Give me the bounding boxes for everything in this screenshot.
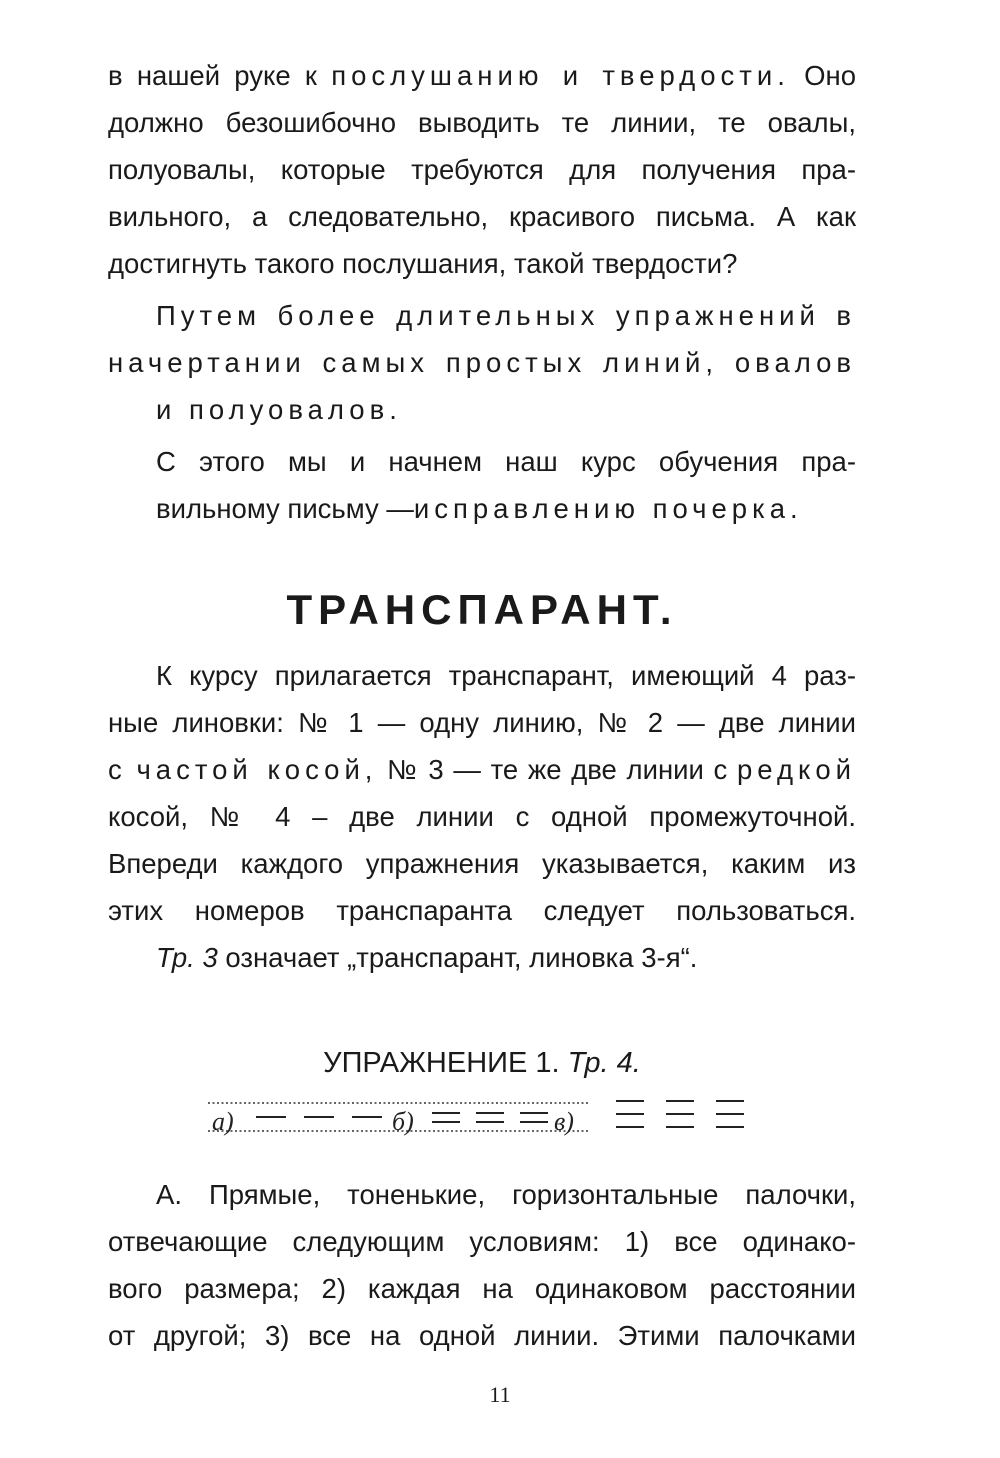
stroke-demo-svg <box>108 1093 868 1145</box>
stroke-demo-figure <box>108 1093 868 1145</box>
text-line: этих номеров транспаранта следует пользоваться. <box>108 895 856 926</box>
spaced-text: исправлению почерка. <box>413 493 803 524</box>
text-line: С этого мы и начнем наш курс обучения пра- <box>156 446 856 477</box>
spaced-text: редкой <box>737 754 857 785</box>
text-line: отвечающие следующим условиям: 1) все одинако- <box>108 1226 856 1257</box>
text-line: К курсу прилагается транспарант, имеющий 4 раз- <box>156 660 856 691</box>
text-line: от другой; 3) все на одной линии. Этими палочками <box>108 1320 856 1351</box>
text-line: косой, № 4 – две линии с одной промежуточной. <box>108 801 856 832</box>
text-line: и полуовалов. <box>156 394 402 425</box>
text-line: достигнуть такого послушания, такой твердости? <box>108 248 738 279</box>
strokes-b <box>432 1113 548 1122</box>
text-line: начертании самых простых линий, овалов <box>108 347 856 378</box>
spaced-text: с <box>108 754 127 785</box>
exercise-title-italic: Тр. 4. <box>567 1047 641 1079</box>
italic-text: Тр. 3 <box>156 942 218 973</box>
text-fragment: вильному письму — <box>156 493 414 524</box>
page-content <box>108 52 856 1359</box>
label-b: б) <box>392 1107 414 1136</box>
paragraph-course-start <box>108 438 856 532</box>
text-line <box>108 934 856 981</box>
text-fragment: означает „транспарант, линовка 3-я“. <box>225 942 698 973</box>
paragraph-continuation <box>108 52 856 287</box>
text-line: ные линовки: № 1 — одну линию, № 2 — две линии <box>108 707 856 738</box>
text-line: Оно <box>804 60 856 91</box>
section-title: ТРАНСПАРАНТ. <box>286 586 678 633</box>
text-line: Впереди каждого упражнения указывается, каким из <box>108 848 856 879</box>
paragraph-exercise-a <box>108 1171 856 1359</box>
strokes-c <box>616 1101 744 1127</box>
text-line: вого размера; 2) каждая на одинаковом расстоянии <box>108 1273 856 1304</box>
paragraph-transparent <box>108 652 856 981</box>
text-line <box>108 754 856 785</box>
text-fragment: № 3 — те же две линии с <box>387 754 728 785</box>
exercise-title-text: УПРАЖНЕНИЕ 1. <box>323 1047 560 1079</box>
text-line: в нашей руке к <box>108 60 317 91</box>
text-line: полуовалы, которые требуются для получения пра- <box>108 154 856 185</box>
page-number: 11 <box>489 1382 511 1407</box>
spaced-text: частой косой, <box>136 754 378 785</box>
label-c: в) <box>554 1107 574 1136</box>
spaced-text: послушанию и твердости. <box>331 60 790 91</box>
paragraph-exercises <box>108 292 856 433</box>
label-a: а) <box>212 1107 234 1136</box>
text-line: Путем более длительных упражнений в <box>156 300 856 331</box>
text-line: должно безошибочно выводить те линии, те овалы, <box>108 107 856 138</box>
text-line <box>108 485 856 532</box>
text-line: А. Прямые, тоненькие, горизонтальные палочки, <box>156 1179 856 1210</box>
text-line: вильного, а следовательно, красивого письма. А как <box>108 201 856 232</box>
exercise-title <box>108 1043 856 1083</box>
